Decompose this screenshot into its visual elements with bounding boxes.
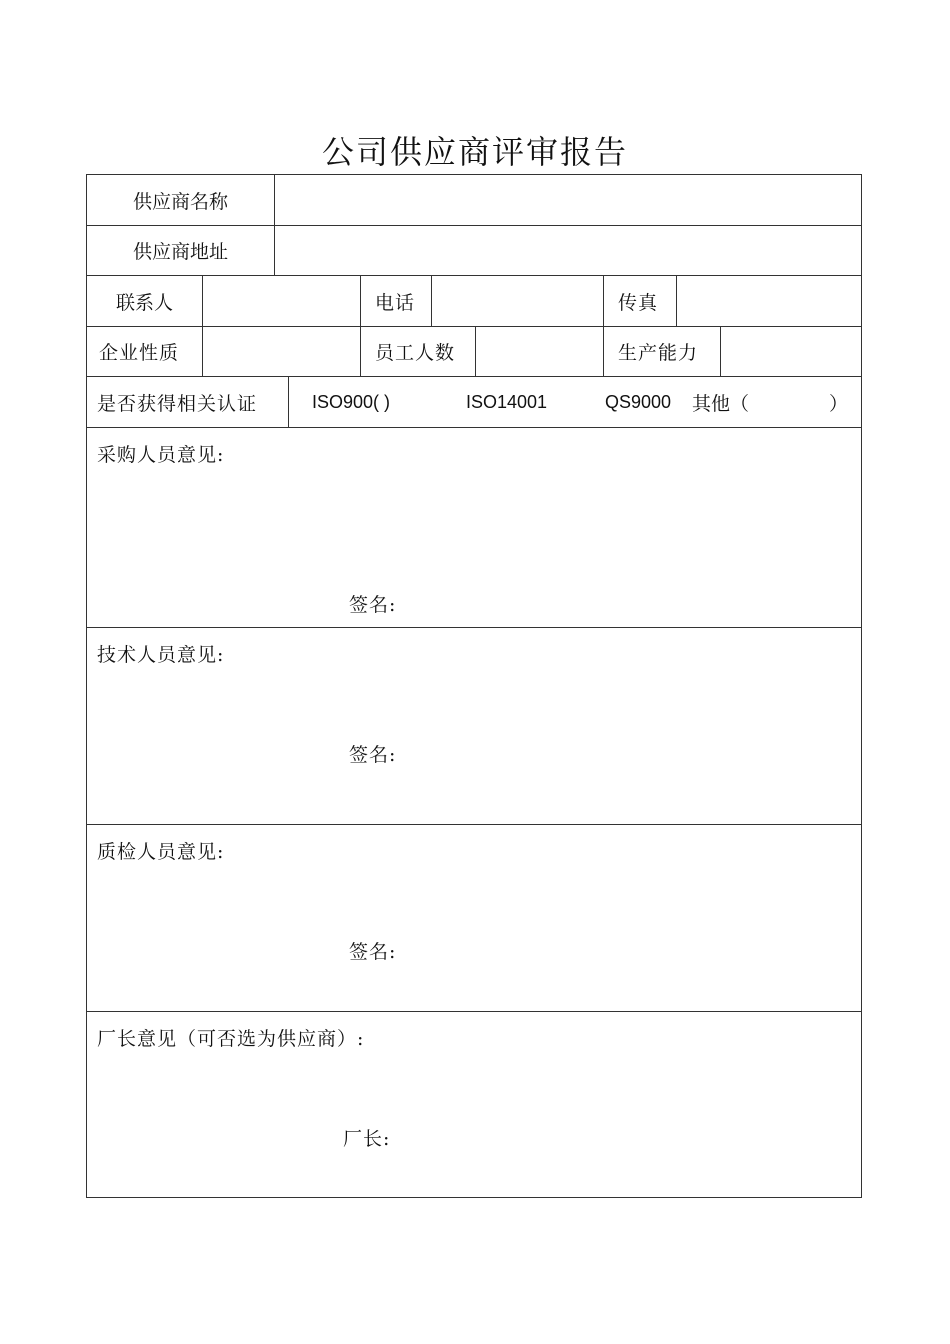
row-certification [87, 377, 861, 428]
supplier-address-label: 供应商地址 [132, 241, 228, 263]
fax-label: 传真 [618, 291, 659, 314]
director-sign-label: 厂长: [343, 1128, 391, 1150]
cert-other[interactable]: 其他（ [692, 392, 750, 415]
purchasing-opinion-title: 采购人员意见: [97, 444, 225, 466]
row-enterprise [87, 327, 861, 377]
capacity-label: 生产能力 [618, 342, 699, 364]
purchasing-sign-label: 签名: [349, 594, 397, 616]
enterprise-type-field[interactable] [202, 327, 360, 376]
technical-sign-label: 签名: [349, 744, 397, 766]
enterprise-type-label: 企业性质 [99, 342, 180, 364]
contact-label: 联系人 [115, 291, 173, 314]
supplier-name-label: 供应商名称 [132, 190, 228, 213]
section-technical-opinion[interactable] [87, 628, 861, 825]
director-opinion-title: 厂长意见（可否选为供应商）: [97, 1028, 365, 1050]
supplier-name-field[interactable] [274, 175, 861, 225]
cert-iso14001[interactable]: ISO14001 [466, 391, 548, 412]
row-contact [87, 276, 861, 327]
page-title: 公司供应商评审报告 [321, 133, 628, 171]
section-director-opinion[interactable] [87, 1012, 861, 1197]
review-form [86, 174, 862, 1198]
certification-label: 是否获得相关认证 [97, 392, 258, 415]
fax-field[interactable] [676, 276, 861, 326]
cert-other-close: ） [829, 392, 849, 415]
phone-field[interactable] [431, 276, 603, 326]
capacity-field[interactable] [720, 327, 861, 376]
staff-count-field[interactable] [475, 327, 603, 376]
quality-sign-label: 签名: [349, 941, 397, 963]
quality-opinion-title: 质检人员意见: [97, 841, 225, 863]
supplier-address-field[interactable] [274, 226, 861, 275]
technical-opinion-title: 技术人员意见: [97, 644, 225, 666]
cert-iso900[interactable]: ISO900( ) [312, 391, 391, 412]
section-purchasing-opinion[interactable] [87, 428, 861, 628]
staff-count-label: 员工人数 [375, 342, 456, 364]
phone-label: 电话 [375, 291, 416, 314]
contact-field[interactable] [202, 276, 360, 326]
section-quality-opinion[interactable] [87, 825, 861, 1012]
row-supplier-name [87, 175, 861, 226]
cert-qs9000[interactable]: QS9000 [605, 391, 672, 412]
row-supplier-address [87, 226, 861, 276]
